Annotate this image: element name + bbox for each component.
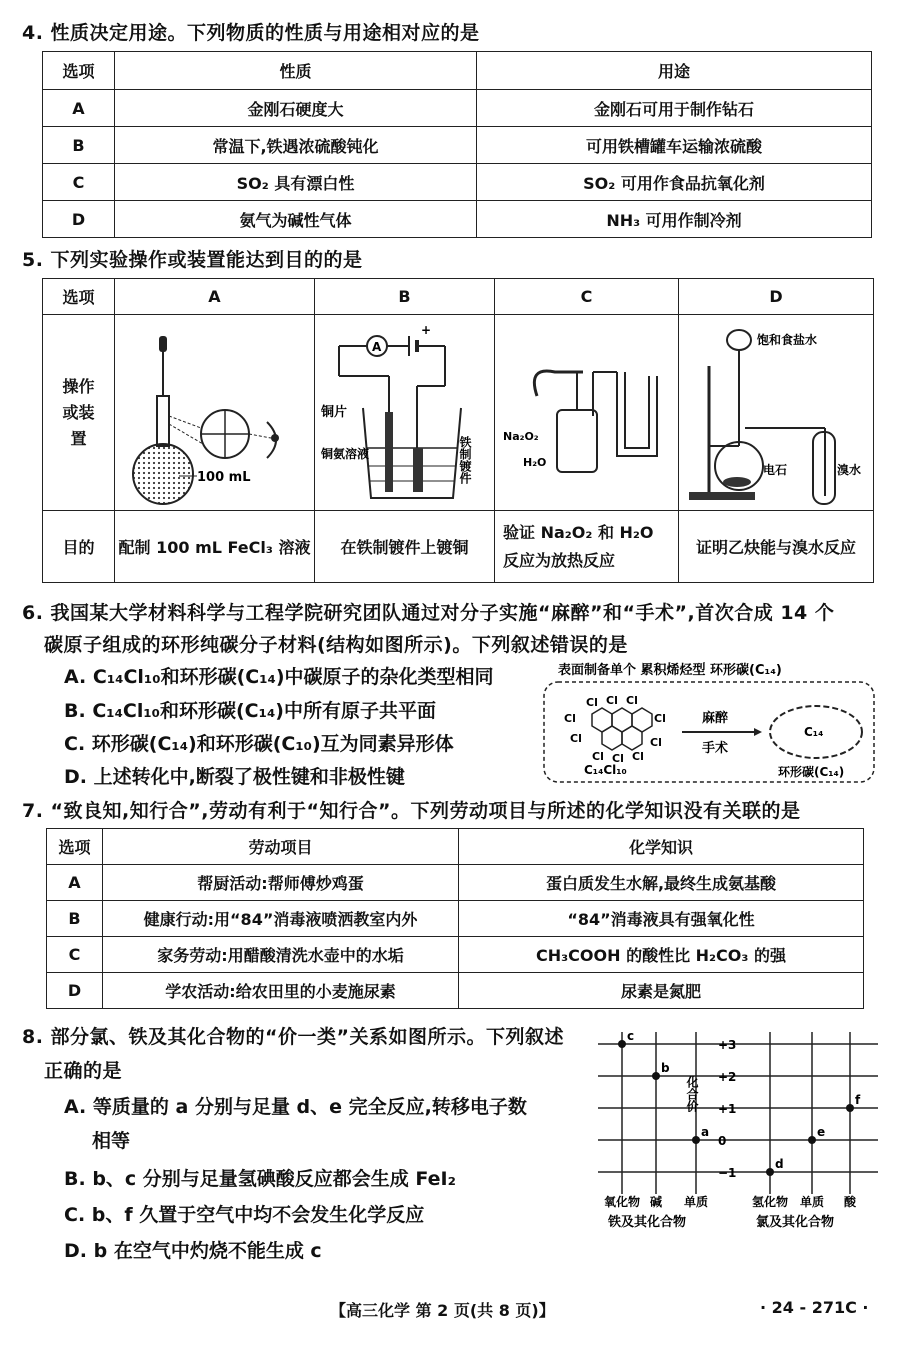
chart-point-label: e [817, 1125, 826, 1139]
chart-point-c [618, 1040, 626, 1048]
electroplating-figure [317, 316, 493, 506]
chart-point-a [692, 1136, 700, 1144]
u-tube-icon [617, 372, 657, 456]
q7-cell: “84”消毒液具有强氧化性 [459, 901, 864, 937]
q7-header: 选项 [47, 829, 103, 865]
q5-purpose: 证明乙炔能与溴水反应 [679, 511, 874, 583]
q4-header: 选项 [43, 52, 115, 90]
q6-reagent-top: 麻醉 [702, 711, 729, 726]
beaker-icon [363, 408, 461, 498]
q7-cell: D [47, 973, 103, 1009]
cl-label: Cl [606, 694, 618, 707]
chart-x-label: 氢化物 [751, 1195, 789, 1209]
q7-header: 化学知识 [459, 829, 864, 865]
q6-product-label: 环形碳(C₁₄) [778, 765, 845, 779]
q7-stem: 7. “致良知,知行合”,劳动有利于“知行合”。下列劳动项目与所述的化学知识没有关联的是 [22, 800, 801, 822]
q5-purpose: 配制 100 mL FeCl₃ 溶液 [115, 511, 315, 583]
q6-stem-line2: 碳原子组成的环形纯碳分子材料(结构如图所示)。下列叙述错误的是 [44, 634, 628, 656]
flask-neck-icon [157, 396, 169, 446]
flask-icon [557, 410, 597, 472]
chart-y-tick: +1 [718, 1102, 737, 1116]
chart-y-tick: 0 [718, 1134, 727, 1148]
q7-cell: 家务劳动:用醋酸清洗水壶中的水垢 [103, 937, 459, 973]
chart-x-label: 单质 [683, 1195, 709, 1209]
fig-d-cell [679, 315, 874, 511]
q5-purpose: 验证 Na₂O₂ 和 H₂O 反应为放热反应 [495, 511, 679, 583]
fig-d-carbide-label: 电石 [763, 462, 788, 477]
chart-x-label: 单质 [799, 1195, 825, 1209]
cl-label: Cl [650, 736, 662, 749]
q6-reagent-bottom: 手术 [702, 741, 729, 756]
table-row [47, 937, 864, 973]
q4-cell: NH₃ 可用作制冷剂 [477, 201, 872, 238]
flask-body-icon [133, 444, 193, 504]
svg-text:+: + [420, 322, 431, 337]
cl-label: Cl [564, 712, 576, 725]
fig-c-h2o-label: H₂O [522, 455, 546, 469]
cl-label: Cl [592, 750, 604, 763]
q4-stem: 4. 性质决定用途。下列物质的性质与用途相对应的是 [22, 22, 480, 44]
fig-d-br-label: 溴水 [837, 462, 862, 477]
q6-stem-line1: 6. 我国某大学材料科学与工程学院研究团队通过对分子实施“麻醉”和“手术”,首次合成 14 个 [22, 602, 835, 624]
q8-option-c: C. b、f 久置于空气中均不会发生化学反应 [64, 1204, 425, 1226]
q5-col-header: A [115, 279, 315, 315]
q5-row-label: 操作或装置 [43, 315, 115, 511]
q7-cell: A [47, 865, 103, 901]
q7-cell: 蛋白质发生水解,最终生成氨基酸 [459, 865, 864, 901]
dropper-bulb-icon [159, 336, 167, 352]
c14cl10-molecule-icon [592, 708, 652, 750]
q4-cell: C [43, 164, 115, 201]
ammeter-label: A [371, 339, 381, 354]
table-row [47, 865, 864, 901]
q4-cell: 金刚石可用于制作钻石 [477, 90, 872, 127]
chart-x-label: 氧化物 [603, 1195, 641, 1209]
fig-b-fe-label: 铁制镀件 [457, 435, 472, 484]
q5-col-header: D [679, 279, 874, 315]
q7-cell: 帮厨活动:帮师傅炒鸡蛋 [103, 865, 459, 901]
chart-point-label: c [627, 1029, 635, 1043]
copper-plate-icon [385, 412, 393, 492]
volumetric-flask-figure [117, 316, 313, 506]
footer-code: · 24 - 271C · [760, 1298, 869, 1317]
chart-x-label: 酸 [843, 1195, 857, 1209]
chart-point-label: f [855, 1093, 861, 1107]
chart-y-tick: −1 [718, 1166, 737, 1180]
q8-stem-line2: 正确的是 [44, 1060, 123, 1082]
table-row [43, 90, 872, 127]
q6-fig-caption: 表面制备单个 累积烯烃型 环形碳(C₁₄) [558, 663, 782, 678]
chart-point-label: d [775, 1157, 784, 1171]
q5-col-header: C [495, 279, 679, 315]
q7-cell: B [47, 901, 103, 937]
cl-label: Cl [632, 750, 644, 763]
q7-header: 劳动项目 [103, 829, 459, 865]
chart-point-label: a [701, 1125, 710, 1139]
q6-option-c: C. 环形碳(C₁₄)和环形碳(C₁₀)互为同素异形体 [64, 733, 454, 755]
q4-cell: 可用铁槽罐车运输浓硫酸 [477, 127, 872, 164]
q7-cell: CH₃COOH 的酸性比 H₂CO₃ 的强 [459, 937, 864, 973]
chart-point-f [846, 1104, 854, 1112]
table-row [43, 127, 872, 164]
q4-table [42, 51, 872, 238]
q4-cell: 金刚石硬度大 [115, 90, 477, 127]
q6-figure [540, 658, 880, 788]
q7-table [46, 828, 864, 1009]
u-tube-figure [497, 316, 677, 506]
iron-piece-icon [413, 448, 423, 492]
q7-cell: 尿素是氮肥 [459, 973, 864, 1009]
chart-group-cl: 氯及其化合物 [756, 1215, 835, 1230]
q6-option-b: B. C₁₄Cl₁₀和环形碳(C₁₄)中所有原子共平面 [64, 700, 436, 722]
acetylene-figure [679, 316, 873, 506]
chart-group-fe: 铁及其化合物 [608, 1215, 687, 1230]
chart-x-label: 碱 [649, 1195, 663, 1209]
table-row [47, 973, 864, 1009]
chart-point-b [652, 1072, 660, 1080]
q4-cell: B [43, 127, 115, 164]
chart-axis-title: 化合价 [685, 1076, 699, 1112]
q4-cell: 氨气为碱性气体 [115, 201, 477, 238]
q5-purpose: 在铁制镀件上镀铜 [315, 511, 495, 583]
q4-cell: D [43, 201, 115, 238]
fig-b-sol-label: 铜氨溶液 [320, 446, 369, 461]
q7-cell: 健康行动:用“84”消毒液喷洒教室内外 [103, 901, 459, 937]
fig-a-cell [115, 315, 315, 511]
cl-label: Cl [612, 752, 624, 765]
q4-header: 用途 [477, 52, 872, 90]
chart-y-tick: +3 [718, 1038, 737, 1052]
q5-row-label: 目的 [43, 511, 115, 583]
q4-cell: A [43, 90, 115, 127]
q5-header: 选项 [43, 279, 115, 315]
q4-header: 性质 [115, 52, 477, 90]
q8-stem-line1: 8. 部分氯、铁及其化合物的“价一类”关系如图所示。下列叙述 [22, 1026, 565, 1048]
table-row [47, 901, 864, 937]
chart-y-tick: +2 [718, 1070, 737, 1084]
dropping-funnel-icon [534, 371, 583, 396]
q7-cell: C [47, 937, 103, 973]
q4-cell: 常温下,铁遇浓硫酸钝化 [115, 127, 477, 164]
fig-b-cell [315, 315, 495, 511]
fig-d-salt-label: 饱和食盐水 [757, 332, 818, 347]
table-row [43, 164, 872, 201]
fig-a-label: 100 mL [196, 469, 250, 485]
q6-option-a: A. C₁₄Cl₁₀和环形碳(C₁₄)中碳原子的杂化类型相同 [64, 666, 494, 688]
q5-col-header: B [315, 279, 495, 315]
separatory-funnel-icon [727, 330, 751, 350]
fig-c-cell [495, 315, 679, 511]
q8-option-a: A. 等质量的 a 分别与足量 d、e 完全反应,转移电子数 [64, 1096, 527, 1118]
cl-label: Cl [626, 694, 638, 707]
q5-table [42, 278, 874, 583]
q4-cell: SO₂ 具有漂白性 [115, 164, 477, 201]
table-row [43, 201, 872, 238]
chart-point-label: b [661, 1061, 670, 1075]
q5-stem: 5. 下列实验操作或装置能达到目的的是 [22, 249, 363, 271]
fig-b-cu-label: 铜片 [320, 404, 347, 420]
q8-option-b: B. b、c 分别与足量氢碘酸反应都会生成 FeI₂ [64, 1168, 456, 1190]
q7-cell: 学农活动:给农田里的小麦施尿素 [103, 973, 459, 1009]
q6-ring-label: C₁₄ [804, 725, 824, 739]
q6-option-d: D. 上述转化中,断裂了极性键和非极性键 [64, 766, 405, 788]
cl-label: Cl [570, 732, 582, 745]
q4-cell: SO₂ 可用作食品抗氧化剂 [477, 164, 872, 201]
cl-label: Cl [586, 696, 598, 709]
chart-point-e [808, 1136, 816, 1144]
fig-c-na2o2-label: Na₂O₂ [502, 429, 539, 443]
cl-label: Cl [654, 712, 666, 725]
footer-page-info: 【高三化学 第 2 页(共 8 页)】 [330, 1301, 555, 1320]
q8-option-d: D. b 在空气中灼烧不能生成 c [64, 1240, 322, 1262]
chart-point-d [766, 1168, 774, 1176]
q8-option-a-cont: 相等 [92, 1130, 131, 1152]
q6-reactant-label: C₁₄Cl₁₀ [584, 763, 627, 777]
valence-class-chart [588, 1022, 888, 1234]
